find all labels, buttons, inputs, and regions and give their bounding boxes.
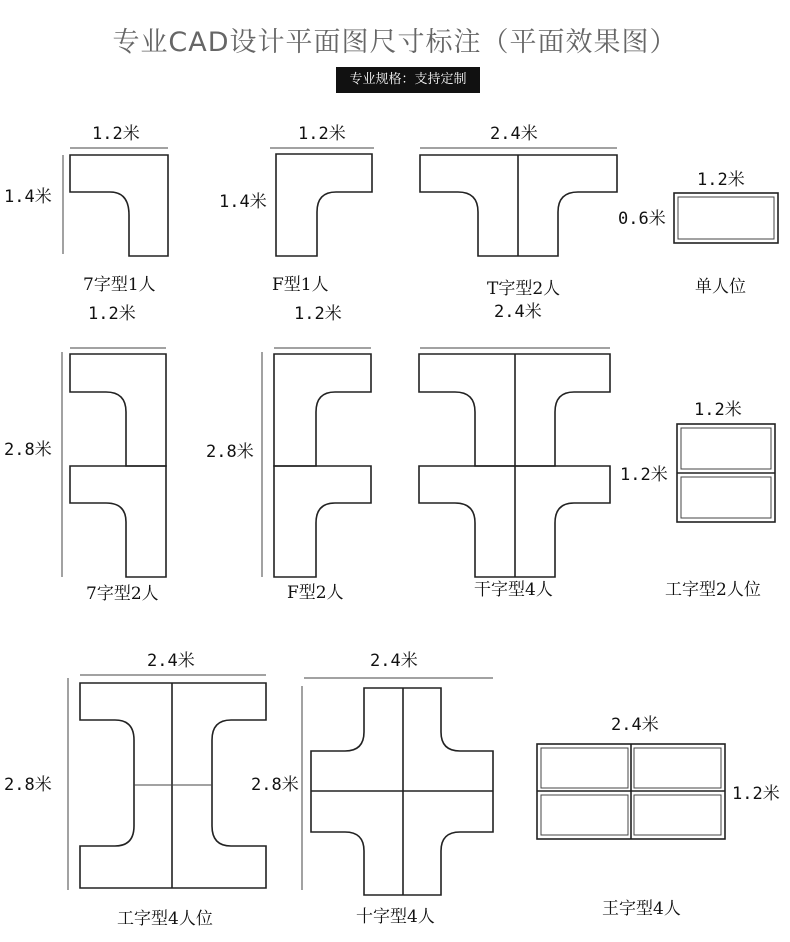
label-wang-4: 王字型4人 [602, 899, 681, 919]
dim-depth-gong-4: 2.8米 [4, 775, 52, 795]
plan-gong-type-4-seat [68, 675, 266, 890]
plan-wang-type-4-person [537, 744, 725, 839]
plan-cross-type-4-person [302, 678, 493, 895]
dim-depth-7-1: 1.4米 [4, 187, 52, 207]
dim-depth-7-2: 2.8米 [4, 440, 52, 460]
plan-f-type-2-person [262, 348, 371, 577]
plan-gan-type-4-person [419, 348, 610, 577]
label-t-2: T字型2人 [487, 279, 561, 299]
dim-width-gong-2: 1.2米 [694, 400, 742, 420]
dim-depth-single: 0.6米 [618, 209, 666, 229]
dim-depth-f-1: 1.4米 [219, 192, 267, 212]
label-f-1: F型1人 [272, 275, 329, 295]
label-7-2: 7字型2人 [86, 584, 159, 604]
spec-badge: 专业规格：支持定制 [336, 67, 480, 93]
plan-7-type-2-person [62, 348, 166, 577]
plan-gong-type-2-seat [677, 424, 775, 522]
plan-f-type-1-person [270, 148, 374, 256]
dim-depth-f-2: 2.8米 [206, 442, 254, 462]
plan-single-seat [674, 193, 778, 243]
label-f-2: F型2人 [287, 583, 344, 603]
dim-depth-wang-4: 1.2米 [732, 784, 780, 804]
dim-width-7-2: 1.2米 [88, 304, 136, 324]
page-title: 专业CAD设计平面图尺寸标注（平面效果图） [112, 27, 678, 58]
dim-width-f-1: 1.2米 [298, 124, 346, 144]
label-7-1: 7字型1人 [83, 275, 156, 295]
dim-width-t-2: 2.4米 [490, 124, 538, 144]
label-gan-4: 干字型4人 [474, 580, 553, 600]
dim-width-single: 1.2米 [697, 170, 745, 190]
dim-width-gong-4: 2.4米 [147, 651, 195, 671]
dim-width-f-2: 1.2米 [294, 304, 342, 324]
label-cross-4: 十字型4人 [356, 907, 435, 927]
dim-width-7-1: 1.2米 [92, 124, 140, 144]
label-gong-2: 工字型2人位 [665, 580, 761, 600]
dim-width-cross-4: 2.4米 [370, 651, 418, 671]
plan-7-type-1-person [63, 148, 168, 256]
dim-depth-gong-2: 1.2米 [620, 465, 668, 485]
label-gong-4: 工字型4人位 [117, 909, 213, 929]
plan-t-type-2-person [420, 148, 617, 256]
dim-width-wang-4: 2.4米 [611, 715, 659, 735]
label-single: 单人位 [695, 277, 746, 297]
dim-depth-cross-4: 2.8米 [251, 775, 299, 795]
dim-width-gan-4: 2.4米 [494, 302, 542, 322]
